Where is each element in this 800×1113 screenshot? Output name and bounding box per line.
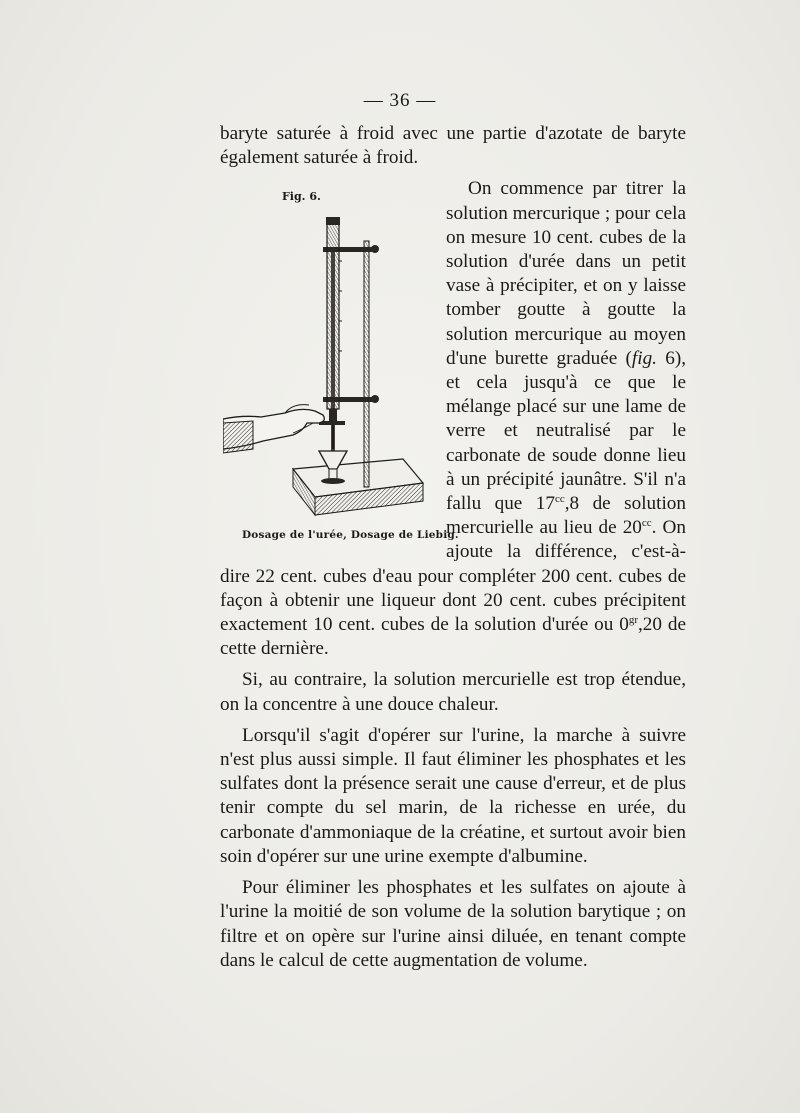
figure-6 bbox=[220, 185, 459, 547]
unit-cc-1: cc bbox=[554, 493, 565, 506]
unit-cc-2: cc bbox=[641, 517, 652, 530]
burette-titration-icon bbox=[223, 201, 429, 521]
unit-gr: gr bbox=[628, 614, 638, 627]
figure-label: Fig. 6. bbox=[282, 190, 321, 204]
paragraph-4: Lorsqu'il s'agit d'opérer sur l'urine, la marche à suivre n'est plus aussi simple. Il faut éliminer les phosphates et les sulfates dont la présence serait une cause d'erreur, et de plus tenir compte du sel marin, de la richesse en urée, du carbonate d'ammoniaque de la créatine, et surtout avoir bien soin d'opérer sur une urine exempte d'albumine. bbox=[220, 724, 686, 867]
paragraph-2 bbox=[220, 177, 686, 661]
paragraph-5: Pour éliminer les phosphates et les sulfates on ajoute à l'urine la moitié de son volume de la solution barytique ; on filtre et on opère sur l'urine ainsi diluée, en tenant compte dans le calcul de cette augmentation de volume. bbox=[220, 877, 686, 971]
page-number: — 36 — bbox=[363, 90, 437, 111]
paragraph-1: baryte saturée à froid avec une partie d'azotate de baryte également saturée à froid. bbox=[220, 123, 686, 169]
paragraph-2-text-c: ,8 de solution mercurielle au lieu de 20 bbox=[446, 493, 686, 539]
figure-caption: Dosage de l'urée, Dosage de Liebig. bbox=[242, 529, 459, 542]
paragraph-2-text-a: On commence par titrer la solution mercurique ; pour cela on mesure 10 cent. cubes de la solution d'urée dans un petit vase à précipiter, et on y laisse tomber goutte à goutte la solution mercurique au moyen d'une burette graduée ( bbox=[446, 178, 686, 369]
body-text bbox=[220, 122, 686, 980]
paragraph-2-text-e: ,20 de cette dernière. bbox=[220, 614, 686, 660]
paragraph-2-text-d: . On ajoute la différence, c'est-à-dire 22 cent. cubes d'eau pour compléter 200 cent. cubes de façon à obtenir une liqueur dont 20 cent. cubes précipitent exactement 10 cent. cubes de la solution d'urée ou 0 bbox=[220, 517, 686, 636]
paragraph-3: Si, au contraire, la solution mercurielle est trop étendue, on la concentre à une douce chaleur. bbox=[220, 669, 686, 715]
paragraph-2-text-b: 6), et cela jusqu'à ce que le mélange placé sur une lame de verre et neutralisé par le carbonate de soude donne lieu à un précipité jaunâtre. S'il n'a fallu que 17 bbox=[446, 347, 687, 515]
fig-reference: fig. bbox=[631, 347, 657, 369]
